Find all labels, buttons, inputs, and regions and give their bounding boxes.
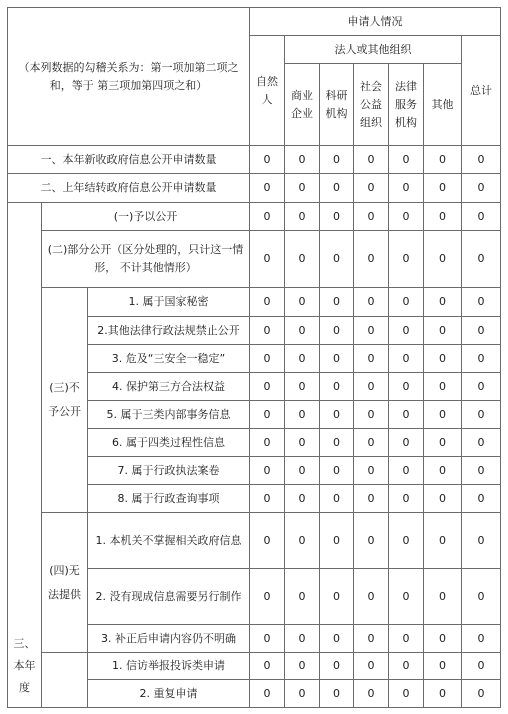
cell-value: 0	[354, 317, 389, 345]
cell-value: 0	[320, 653, 354, 680]
cell-value: 0	[462, 345, 501, 373]
cell-value: 0	[354, 625, 389, 653]
cell-value: 0	[285, 174, 320, 203]
cell-value: 0	[462, 457, 501, 485]
cell-value: 0	[285, 288, 320, 317]
row-label: 1. 属于国家秘密	[88, 288, 250, 317]
row-label: 2. 没有现成信息需要另行制作	[88, 569, 250, 625]
cell-value: 0	[424, 373, 462, 401]
cell-value: 0	[424, 485, 462, 513]
cell-value: 0	[250, 345, 285, 373]
row-label: 1. 本机关不掌握相关政府信息	[88, 513, 250, 569]
header-note-cell	[8, 8, 250, 146]
cell-value: 0	[424, 513, 462, 569]
cell-value: 0	[424, 231, 462, 288]
cell-value: 0	[389, 401, 424, 429]
cell-value: 0	[424, 203, 462, 231]
section-unable	[42, 513, 88, 653]
cell-value: 0	[462, 401, 501, 429]
cell-value: 0	[354, 288, 389, 317]
col-legal-service: 法律服务机构	[389, 64, 424, 146]
cell-value: 0	[389, 457, 424, 485]
section-deny-label: (三)不予公开	[48, 381, 81, 418]
row-label: 8. 属于行政查询事项	[88, 485, 250, 513]
cell-value: 0	[320, 288, 354, 317]
cell-value: 0	[285, 203, 320, 231]
col-commercial: 商业企业	[285, 64, 320, 146]
cell-value: 0	[250, 457, 285, 485]
cell-value: 0	[389, 569, 424, 625]
cell-value: 0	[250, 317, 285, 345]
cell-value: 0	[462, 373, 501, 401]
cell-value: 0	[462, 174, 501, 203]
cell-value: 0	[320, 513, 354, 569]
cell-value: 0	[285, 373, 320, 401]
row-label: 2.其他法律行政法规禁止公开	[88, 317, 250, 345]
cell-value: 0	[462, 513, 501, 569]
cell-value: 0	[320, 429, 354, 457]
cell-value: 0	[389, 485, 424, 513]
cell-value: 0	[424, 401, 462, 429]
cell-value: 0	[424, 680, 462, 708]
cell-value: 0	[354, 203, 389, 231]
cell-value: 0	[462, 569, 501, 625]
cell-value: 0	[354, 569, 389, 625]
section-deny	[42, 288, 88, 513]
cell-value: 0	[462, 317, 501, 345]
cell-value: 0	[320, 485, 354, 513]
row-label: 3. 补正后申请内容仍不明确	[88, 625, 250, 653]
cell-value: 0	[389, 345, 424, 373]
cell-value: 0	[285, 429, 320, 457]
cell-value: 0	[285, 345, 320, 373]
col-research: 科研机构	[320, 64, 354, 146]
cell-value: 0	[285, 231, 320, 288]
cell-value: 0	[389, 680, 424, 708]
cell-value: 0	[320, 373, 354, 401]
cell-value: 0	[250, 401, 285, 429]
cell-value: 0	[354, 345, 389, 373]
cell-value: 0	[389, 373, 424, 401]
cell-value: 0	[285, 317, 320, 345]
row-label: 6. 属于四类过程性信息	[88, 429, 250, 457]
cell-value: 0	[320, 231, 354, 288]
row-label: (二)部分公开（区分处理的，只计这一情形， 不计其他情形）	[42, 231, 250, 288]
cell-value: 0	[389, 625, 424, 653]
cell-value: 0	[250, 429, 285, 457]
cell-value: 0	[424, 457, 462, 485]
cell-value: 0	[462, 485, 501, 513]
cell-value: 0	[285, 485, 320, 513]
cell-value: 0	[462, 203, 501, 231]
cell-value: 0	[389, 513, 424, 569]
row-label: 1. 信访举报投诉类申请	[88, 653, 250, 680]
cell-value: 0	[462, 231, 501, 288]
cell-value: 0	[354, 146, 389, 174]
cell-value: 0	[320, 317, 354, 345]
cell-value: 0	[250, 146, 285, 174]
cell-value: 0	[389, 203, 424, 231]
cell-value: 0	[320, 174, 354, 203]
cell-value: 0	[462, 288, 501, 317]
cell-value: 0	[320, 569, 354, 625]
applicant-situation-header: 申请人情况	[250, 8, 501, 36]
cell-value: 0	[462, 429, 501, 457]
cell-value: 0	[320, 680, 354, 708]
col-social-welfare: 社会公益组织	[354, 64, 389, 146]
col-natural-person: 自然人	[250, 36, 285, 146]
cell-value: 0	[354, 231, 389, 288]
cell-value: 0	[285, 569, 320, 625]
cell-value: 0	[250, 485, 285, 513]
section-other-handling	[42, 653, 88, 708]
cell-value: 0	[354, 429, 389, 457]
cell-value: 0	[285, 653, 320, 680]
cell-value: 0	[354, 401, 389, 429]
cell-value: 0	[285, 146, 320, 174]
cell-value: 0	[424, 146, 462, 174]
cell-value: 0	[354, 373, 389, 401]
cell-value: 0	[424, 288, 462, 317]
cell-value: 0	[462, 680, 501, 708]
row-label: 4. 保护第三方合法权益	[88, 373, 250, 401]
cell-value: 0	[320, 401, 354, 429]
legal-person-group-header: 法人或其他组织	[285, 36, 462, 64]
cell-value: 0	[389, 174, 424, 203]
row-label: 5. 属于三类内部事务信息	[88, 401, 250, 429]
cell-value: 0	[389, 653, 424, 680]
cell-value: 0	[424, 317, 462, 345]
col-total: 总计	[462, 36, 501, 146]
cell-value: 0	[285, 457, 320, 485]
cell-value: 0	[354, 513, 389, 569]
relation-note: （本列数据的勾稽关系为：第一项加第二项之和，等于 第三项加第四项之和）	[18, 60, 239, 92]
row-label: 7. 属于行政执法案卷	[88, 457, 250, 485]
cell-value: 0	[462, 146, 501, 174]
row-label: 二、上年结转政府信息公开申请数量	[8, 174, 250, 203]
cell-value: 0	[285, 625, 320, 653]
cell-value: 0	[389, 429, 424, 457]
row-label: (一)予以公开	[42, 203, 250, 231]
cell-value: 0	[424, 345, 462, 373]
cell-value: 0	[354, 485, 389, 513]
cell-value: 0	[285, 680, 320, 708]
cell-value: 0	[389, 288, 424, 317]
cell-value: 0	[320, 203, 354, 231]
cell-value: 0	[462, 625, 501, 653]
section-unable-label: (四)无法提供	[48, 563, 81, 601]
cell-value: 0	[250, 231, 285, 288]
info-disclosure-table	[7, 7, 501, 708]
cell-value: 0	[354, 457, 389, 485]
cell-value: 0	[389, 317, 424, 345]
cell-value: 0	[354, 653, 389, 680]
col-other: 其他	[424, 64, 462, 146]
cell-value: 0	[320, 345, 354, 373]
cell-value: 0	[320, 625, 354, 653]
row-label: 一、本年新收政府信息公开申请数量	[8, 146, 250, 174]
row-label: 3. 危及“三安全一稳定”	[88, 345, 250, 373]
cell-value: 0	[250, 203, 285, 231]
cell-value: 0	[424, 429, 462, 457]
section-this-year-label: 三、本年度	[13, 637, 36, 694]
row-label: 2. 重复申请	[88, 680, 250, 708]
cell-value: 0	[389, 146, 424, 174]
cell-value: 0	[320, 146, 354, 174]
cell-value: 0	[250, 373, 285, 401]
cell-value: 0	[424, 653, 462, 680]
cell-value: 0	[250, 569, 285, 625]
cell-value: 0	[250, 513, 285, 569]
cell-value: 0	[250, 174, 285, 203]
cell-value: 0	[424, 625, 462, 653]
cell-value: 0	[285, 513, 320, 569]
section-this-year	[8, 203, 42, 708]
cell-value: 0	[354, 680, 389, 708]
cell-value: 0	[250, 288, 285, 317]
cell-value: 0	[424, 174, 462, 203]
cell-value: 0	[424, 569, 462, 625]
cell-value: 0	[250, 653, 285, 680]
cell-value: 0	[354, 174, 389, 203]
cell-value: 0	[250, 625, 285, 653]
cell-value: 0	[285, 401, 320, 429]
cell-value: 0	[250, 680, 285, 708]
cell-value: 0	[389, 231, 424, 288]
cell-value: 0	[320, 457, 354, 485]
cell-value: 0	[462, 653, 501, 680]
